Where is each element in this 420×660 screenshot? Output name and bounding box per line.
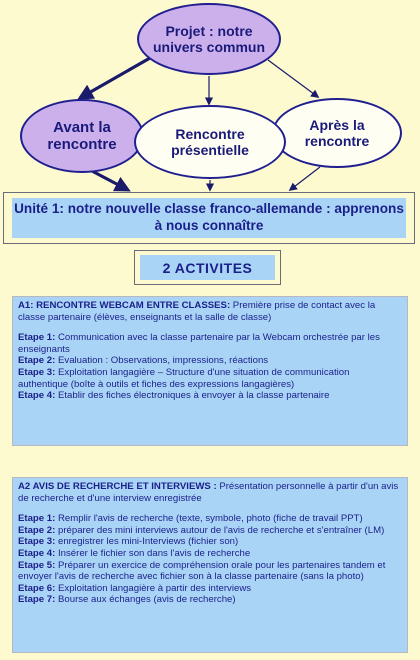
a2-step-4 [18, 548, 402, 560]
a1-heading [18, 300, 402, 323]
a1-step-3 [18, 367, 402, 390]
a1-step-2-text: Evaluation : Observations, impressions, réactions [55, 355, 269, 367]
a2-title: A2 AVIS DE RECHERCHE ET INTERVIEWS : [18, 481, 217, 492]
a2-step-7-label: Etape 7: [18, 594, 56, 606]
a2-step-3-text: enregistrer les mini-Interviews (fichier son) [55, 536, 239, 548]
unit-title: Unité 1: notre nouvelle classe franco-allemande : apprenons à nous connaître [12, 198, 406, 238]
a2-step-5 [18, 560, 402, 583]
a2-step-2 [18, 525, 402, 537]
node-projet [137, 3, 281, 75]
a2-step-2-text: préparer des mini interviews autour de l'avis de recherche et s'entraîner (LM) [55, 524, 385, 536]
activities-label: 2 ACTIVITES [140, 255, 275, 280]
a2-step-2-label: Etape 2: [18, 524, 56, 536]
a1-step-1-text: Communication avec la classe partenaire par la Webcam orchestrée par les enseignants [18, 332, 380, 355]
a1-step-4-label: Etape 4: [18, 390, 56, 402]
arrow-projet-avant [80, 58, 150, 98]
node-apres-rencontre [272, 98, 402, 168]
a2-step-1-text: Remplir l'avis de recherche (texte, symbole, photo (fiche de travail PPT) [55, 513, 363, 525]
a1-step-4 [18, 390, 402, 402]
a2-step-3-label: Etape 3: [18, 536, 56, 548]
a1-step-4-text: Etablir des fiches électroniques à envoyer à la classe partenaire [55, 390, 330, 402]
a2-step-4-text: Insérer le fichier son dans l'avis de recherche [55, 547, 251, 559]
a1-step-2-label: Etape 2: [18, 355, 56, 367]
node-avant-label: Avant la rencontre [47, 118, 117, 153]
node-rencontre-presentielle [134, 105, 286, 179]
a2-intro: Présentation personnelle à partir d'un avis de recherche et d'une interview enregistrée [18, 481, 399, 504]
activity-a1-panel [12, 296, 408, 446]
a1-step-3-label: Etape 3: [18, 366, 56, 378]
node-rencontre-label: Rencontre présentielle [171, 125, 249, 158]
a2-step-7 [18, 594, 402, 606]
a1-step-1 [18, 332, 402, 355]
a2-step-6-label: Etape 6: [18, 582, 56, 594]
a1-intro: Première prise de contact avec la classe partenaire (élèves, enseignants et la salle de classe) [18, 300, 376, 323]
arrow-avant-unit [92, 171, 128, 190]
a2-step-5-label: Etape 5: [18, 559, 56, 571]
activities-box [134, 250, 281, 285]
a2-step-3 [18, 536, 402, 548]
node-projet-label: Projet : notre univers commun [152, 22, 266, 55]
node-avant-rencontre [20, 99, 144, 173]
a1-step-2 [18, 355, 402, 367]
a1-step-3-text: Exploitation langagière – Structure d'une situation de communication authentique (boîte à outils et fiches des expressions langagières) [18, 366, 350, 390]
a1-title: A1: RENCONTRE WEBCAM ENTRE CLASSES: [18, 300, 231, 311]
a2-step-4-label: Etape 4: [18, 547, 56, 559]
unit-title-box [3, 192, 415, 244]
a1-step-1-label: Etape 1: [18, 332, 56, 344]
a2-step-1-label: Etape 1: [18, 513, 56, 525]
a2-step-7-text: Bourse aux échanges (avis de recherche) [55, 594, 236, 606]
arrow-projet-apres [268, 60, 318, 97]
a2-step-6-text: Exploitation langagière à partir des interviews [55, 582, 252, 594]
a2-step-1 [18, 513, 402, 525]
a2-heading [18, 481, 402, 504]
node-apres-label: Après la rencontre [304, 116, 370, 149]
arrow-apres-unit [290, 167, 320, 190]
activity-a2-panel [12, 477, 408, 653]
a2-step-6 [18, 583, 402, 595]
a2-step-5-text: Préparer un exercice de compréhension orale pour les partenaires tandem et envoyer l'avis de recherche avec fichier son à la classe partenaire (sans la photo) [18, 559, 386, 583]
